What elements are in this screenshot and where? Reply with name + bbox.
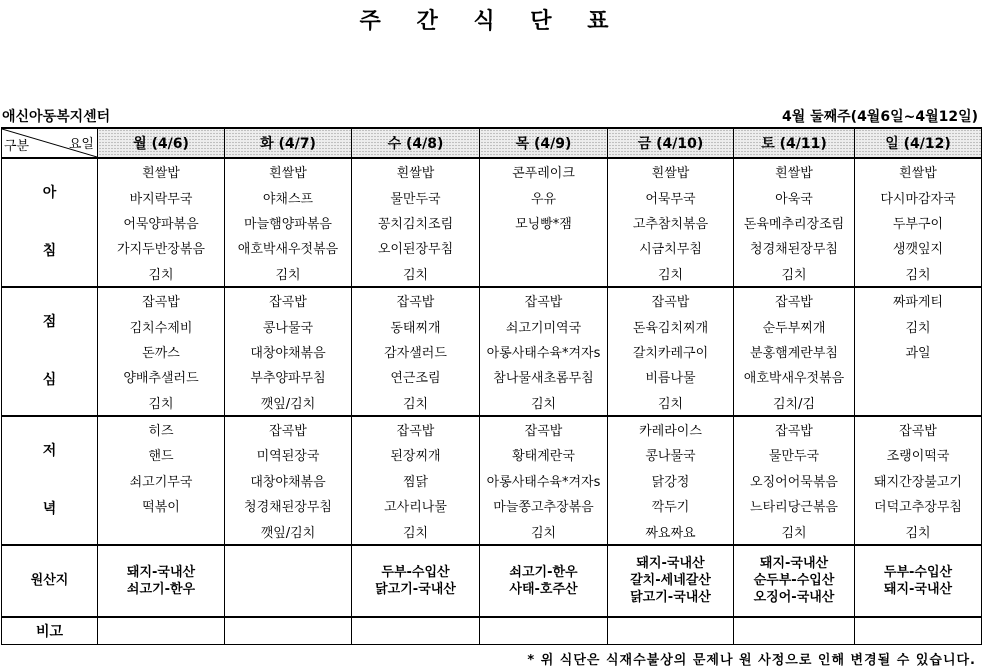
menu-item: 물만두국 [734, 442, 855, 467]
origin-cell [98, 545, 225, 617]
meal-label-bottom: 녁 [42, 501, 57, 518]
menu-item: 콘푸레이크 [480, 158, 608, 184]
menu-item: 아롱사태수육*겨자s [480, 468, 608, 493]
menu-item: 깍두기 [608, 493, 734, 518]
menu-item: 닭강정 [608, 468, 734, 493]
menu-item: 흰쌀밥 [734, 158, 855, 184]
note-cell [855, 617, 982, 645]
origin-line: 쇠고기-한우 [126, 581, 196, 597]
origin-line: 닭고기-국내산 [630, 590, 711, 606]
menu-item: 조랭이떡국 [855, 442, 982, 467]
menu-item: 흰쌀밥 [352, 158, 480, 184]
meal-label-bottom: 심 [42, 372, 57, 389]
menu-item: 김치/김 [734, 390, 855, 416]
menu-item: 잡곡밥 [734, 416, 855, 442]
menu-item: 돈까스 [98, 339, 225, 364]
menu-item: 양배추샐러드 [98, 364, 225, 389]
menu-item: 돈육메추리장조림 [734, 210, 855, 235]
meal-label [2, 158, 98, 287]
menu-item: 잡곡밥 [855, 416, 982, 442]
category-label: 구분 [4, 139, 30, 154]
day-header: 화 (4/7) [225, 128, 352, 158]
menu-item: 어묵무국 [608, 184, 734, 209]
origin-line: 두부-수입산 [381, 564, 450, 580]
menu-item: 김치 [855, 313, 982, 338]
menu-item: 야채스프 [225, 184, 352, 209]
menu-item: 김치 [352, 261, 480, 287]
corner-header [2, 128, 98, 158]
menu-item: 돈육김치찌개 [608, 313, 734, 338]
origin-label: 원산지 [2, 545, 98, 617]
menu-item: 잡곡밥 [225, 416, 352, 442]
menu-item: 느타리당근볶음 [734, 493, 855, 518]
menu-item [855, 390, 982, 416]
menu-item: 핸드 [98, 442, 225, 467]
menu-item: 콩나물국 [225, 313, 352, 338]
origin-cell [225, 545, 352, 617]
origin-cell [608, 545, 734, 617]
note-cell [225, 617, 352, 645]
meal-label-top: 저 [42, 443, 57, 460]
origin-line: 갈치-세네갈산 [630, 573, 711, 589]
menu-item: 가지두반장볶음 [98, 235, 225, 260]
menu-item: 잡곡밥 [734, 287, 855, 313]
origin-line: 닭고기-국내산 [375, 581, 456, 597]
menu-item: 아욱국 [734, 184, 855, 209]
origin-line: 돼지-국내산 [759, 556, 829, 572]
menu-item: 순두부찌개 [734, 313, 855, 338]
origin-line: 순두부-수입산 [753, 573, 835, 589]
menu-item: 청경채된장무침 [225, 493, 352, 518]
origin-cell [855, 545, 982, 617]
day-header: 토 (4/11) [734, 128, 855, 158]
menu-item: 김치수제비 [98, 313, 225, 338]
menu-item: 마늘햄양파볶음 [225, 210, 352, 235]
meal-label-top: 점 [42, 314, 57, 331]
menu-item: 된장찌개 [352, 442, 480, 467]
origin-line: 돼지-국내산 [126, 564, 196, 580]
origin-cell [352, 545, 480, 617]
menu-item: 김치 [855, 518, 982, 544]
menu-item: 꽁치김치조림 [352, 210, 480, 235]
origin-cell [480, 545, 608, 617]
weekday-label: 요일 [68, 137, 94, 152]
day-header: 목 (4/9) [480, 128, 608, 158]
menu-item: 청경채된장무침 [734, 235, 855, 260]
origin-line: 돼지-국내산 [636, 556, 705, 572]
note-cell [608, 617, 734, 645]
menu-item: 아롱사태수육*겨자s [480, 339, 608, 364]
menu-item: 흰쌀밥 [225, 158, 352, 184]
menu-item: 애호박새우젓볶음 [225, 235, 352, 260]
menu-item: 갈치카레구이 [608, 339, 734, 364]
menu-item: 돼지간장불고기 [855, 468, 982, 493]
menu-item: 참나물새초롬무침 [480, 364, 608, 389]
menu-item: 분홍햄계란부침 [734, 339, 855, 364]
menu-item: 흰쌀밥 [855, 158, 982, 184]
menu-item: 오징어어묵볶음 [734, 468, 855, 493]
menu-item: 김치 [608, 390, 734, 416]
menu-item: 김치 [480, 518, 608, 544]
menu-item [480, 235, 608, 260]
menu-item: 짜파게티 [855, 287, 982, 313]
origin-line: 오징어-국내산 [753, 590, 835, 606]
menu-item: 잡곡밥 [608, 287, 734, 313]
menu-item: 더덕고추장무침 [855, 493, 982, 518]
menu-item: 히즈 [98, 416, 225, 442]
menu-item: 오이된장무침 [352, 235, 480, 260]
menu-item: 콩나물국 [608, 442, 734, 467]
menu-item: 김치 [98, 390, 225, 416]
menu-item: 쇠고기미역국 [480, 313, 608, 338]
menu-item: 잡곡밥 [98, 287, 225, 313]
origin-line: 쇠고기-한우 [509, 564, 578, 580]
menu-item: 두부구이 [855, 210, 982, 235]
menu-item: 김치 [480, 390, 608, 416]
day-header: 금 (4/10) [608, 128, 734, 158]
menu-item: 생깻잎지 [855, 235, 982, 260]
menu-item: 김치 [352, 518, 480, 544]
menu-item: 다시마감자국 [855, 184, 982, 209]
menu-item: 마늘쫑고추장볶음 [480, 493, 608, 518]
note-cell [734, 617, 855, 645]
menu-item: 동태찌개 [352, 313, 480, 338]
meal-label [2, 287, 98, 416]
menu-item [855, 364, 982, 389]
menu-item: 어묵양파볶음 [98, 210, 225, 235]
page-title: 주 간 식 단 표 [359, 9, 623, 34]
week-range: 4월 둘째주(4월6일~4월12일) [781, 109, 978, 125]
menu-item: 잡곡밥 [225, 287, 352, 313]
note-label: 비고 [2, 617, 98, 645]
menu-item: 김치 [352, 390, 480, 416]
menu-item: 대창야채볶음 [225, 468, 352, 493]
day-header: 일 (4/12) [855, 128, 982, 158]
menu-item: 황태계란국 [480, 442, 608, 467]
menu-item: 물만두국 [352, 184, 480, 209]
day-header: 월 (4/6) [98, 128, 225, 158]
menu-item: 애호박새우젓볶음 [734, 364, 855, 389]
organization-name: 애신아동복지센터 [2, 109, 111, 125]
menu-item: 흰쌀밥 [608, 158, 734, 184]
note-cell [98, 617, 225, 645]
menu-item: 김치 [98, 261, 225, 287]
menu-item: 김치 [608, 261, 734, 287]
menu-item: 김치 [225, 261, 352, 287]
menu-item: 감자샐러드 [352, 339, 480, 364]
menu-item: 깻잎/김치 [225, 518, 352, 544]
origin-line: 두부-수입산 [883, 564, 953, 580]
menu-item: 카레라이스 [608, 416, 734, 442]
menu-item: 찜닭 [352, 468, 480, 493]
menu-item: 떡볶이 [98, 493, 225, 518]
note-cell [352, 617, 480, 645]
menu-item: 김치 [734, 518, 855, 544]
day-header: 수 (4/8) [352, 128, 480, 158]
menu-item: 부추양파무침 [225, 364, 352, 389]
menu-item: 잡곡밥 [352, 416, 480, 442]
menu-item: 연근조림 [352, 364, 480, 389]
menu-item: 대창야채볶음 [225, 339, 352, 364]
menu-item: 김치 [855, 261, 982, 287]
weekly-menu-table [1, 127, 982, 645]
menu-item: 잡곡밥 [480, 416, 608, 442]
menu-item: 깻잎/김치 [225, 390, 352, 416]
origin-line: 사태-호주산 [509, 581, 578, 597]
menu-item: 짜요짜요 [608, 518, 734, 544]
origin-line: 돼지-국내산 [883, 581, 953, 597]
menu-item [98, 518, 225, 544]
menu-item: 모닝빵*잼 [480, 210, 608, 235]
menu-item [480, 261, 608, 287]
menu-item: 우유 [480, 184, 608, 209]
note-cell [480, 617, 608, 645]
menu-item: 바지락무국 [98, 184, 225, 209]
menu-item: 잡곡밥 [480, 287, 608, 313]
meal-label-bottom: 침 [42, 243, 57, 260]
menu-item: 고사리나물 [352, 493, 480, 518]
menu-item: 쇠고기무국 [98, 468, 225, 493]
menu-item: 미역된장국 [225, 442, 352, 467]
menu-item: 과일 [855, 339, 982, 364]
menu-item: 김치 [734, 261, 855, 287]
origin-cell [734, 545, 855, 617]
menu-item: 흰쌀밥 [98, 158, 225, 184]
meal-label [2, 416, 98, 545]
menu-item: 시금치무침 [608, 235, 734, 260]
footnote: * 위 식단은 식재수불상의 문제나 원 사정으로 인해 변경될 수 있습니다. [527, 653, 976, 668]
meal-label-top: 아 [42, 185, 57, 202]
menu-item: 고추참치볶음 [608, 210, 734, 235]
menu-item: 잡곡밥 [352, 287, 480, 313]
menu-item: 비름나물 [608, 364, 734, 389]
